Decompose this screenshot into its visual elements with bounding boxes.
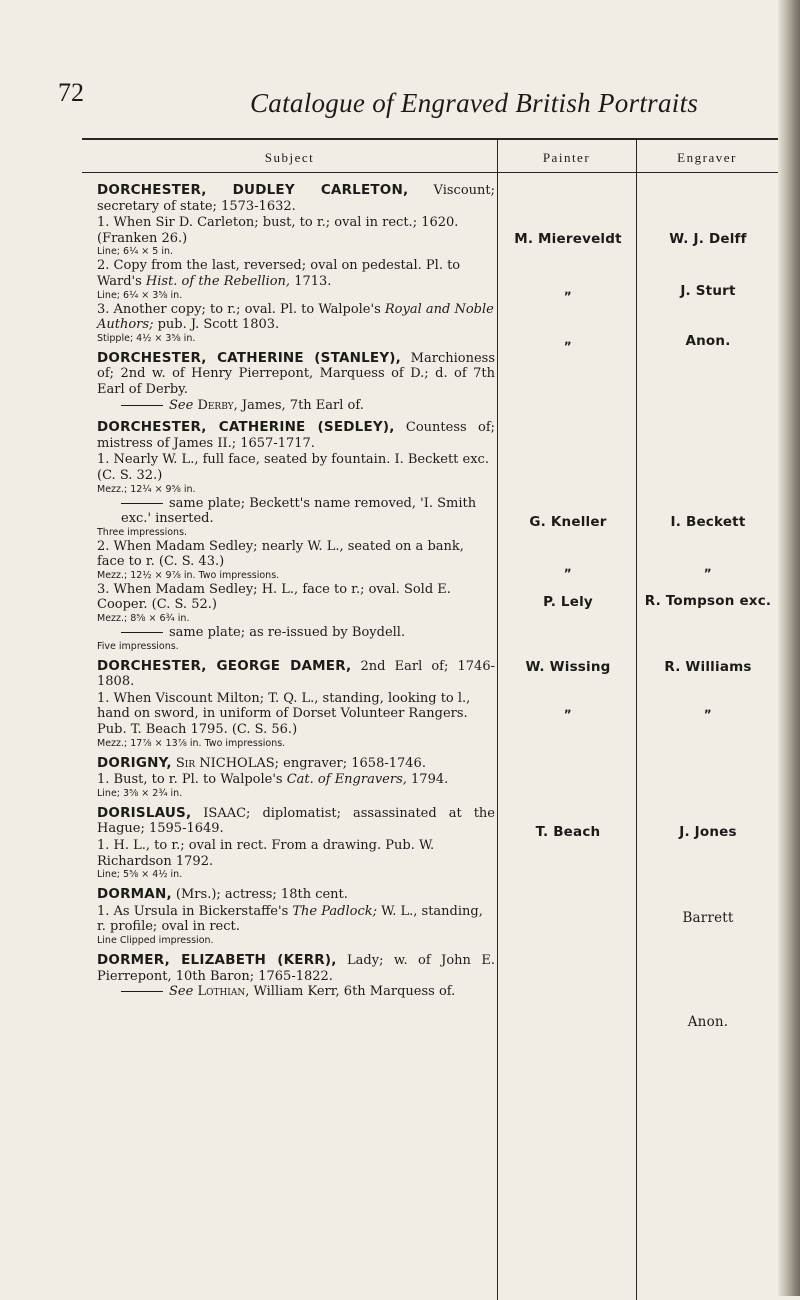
item-text: 1. Bust, to r. Pl. to Walpole's — [97, 772, 287, 788]
item-text: 3. Another copy; to r.; oval. Pl. to Walpole's — [97, 301, 385, 317]
portrait-item — [97, 539, 495, 581]
entry-heading — [97, 351, 495, 398]
engraver-cell: Anon. — [685, 333, 731, 349]
sitter-name: DORISLAUS, — [97, 804, 192, 821]
painter-cell: M. Miereveldt — [514, 231, 622, 247]
item-description: 2. When Madam Sedley; nearly W. L., seated on a bank, face to r. (C. S. 43.) — [97, 538, 464, 570]
column-header-painter: Painter — [542, 150, 591, 165]
item-text: 2. Copy from the last, reversed; oval on pedestal. Pl. to Ward's — [97, 258, 461, 289]
item-description — [97, 772, 495, 788]
entry-heading — [97, 183, 495, 214]
item-text: 1794. — [406, 772, 449, 788]
sitter-description: Viscount; secretary of state; 1573-1632. — [97, 183, 495, 214]
portrait-item — [97, 302, 495, 344]
catalogue-entry — [97, 420, 495, 652]
engraver-cell: R. Williams — [664, 659, 752, 675]
painter-cell: „ — [563, 333, 573, 347]
entry-heading — [97, 887, 495, 903]
see-rest: James, 7th Earl of. — [237, 397, 364, 413]
sitter-name: DORCHESTER, DUDLEY CARLETON, — [97, 182, 409, 198]
item-description: 1. When Sir D. Carleton; bust, to r.; oval in rect.; 1620. (Franken 26.) — [97, 215, 459, 246]
item-description — [97, 258, 495, 289]
item-description — [97, 625, 495, 641]
sitter-name: DORIGNY, — [97, 754, 172, 771]
sitter-description: 2nd Earl of; 1746-1808. — [97, 658, 495, 690]
sitter-name: DORCHESTER, CATHERINE (STANLEY), — [97, 349, 401, 366]
column-header-subject: Subject — [264, 150, 315, 165]
page-number: 72 — [58, 78, 84, 107]
engraver-cell: R. Tompson exc. — [644, 593, 772, 609]
see-name: Derby, — [197, 397, 238, 413]
item-spec: Five impressions. — [97, 640, 179, 652]
item-description: 1. Nearly W. L., full face, seated by fountain. I. Beckett exc. (C. S. 32.) — [97, 452, 489, 483]
catalogue-entry — [97, 183, 495, 344]
item-spec: Mezz.; 12¼ × 9⅝ in. — [97, 483, 196, 495]
see-word: See — [169, 397, 194, 413]
item-description — [97, 904, 495, 935]
column-divider-subject-painter — [497, 140, 498, 1300]
catalogue-entry — [97, 659, 495, 749]
catalogue-entry — [97, 887, 495, 946]
item-spec: Line Clipped impression. — [97, 934, 214, 946]
item-text: same plate; as re-issued by Boydell. — [169, 625, 406, 641]
entry-heading — [97, 420, 495, 451]
engraver-cell: W. J. Delff — [669, 231, 747, 247]
see-rest: William Kerr, 6th Marquess of. — [249, 984, 456, 1000]
painter-cell: P. Lely — [543, 594, 593, 610]
painter-cell: T. Beach — [535, 824, 601, 840]
engraver-cell: „ — [703, 560, 713, 574]
ditto-dash — [121, 405, 163, 406]
item-title-italic: Royal and Noble Authors; — [97, 301, 494, 333]
engraver-cell: J. Sturt — [680, 283, 736, 299]
item-spec: Stipple; 4½ × 3⅝ in. — [97, 332, 196, 344]
sitter-title: Sir — [171, 755, 196, 771]
item-text: pub. J. Scott 1803. — [153, 317, 280, 333]
item-title-italic: Cat. of Engravers, — [286, 772, 407, 788]
portrait-item — [97, 215, 495, 257]
portrait-item — [97, 625, 495, 652]
painter-cell: „ — [563, 560, 573, 574]
engraver-cell: „ — [703, 701, 713, 715]
table-top-rule — [82, 138, 778, 140]
entry-heading — [97, 756, 495, 772]
portrait-item — [97, 496, 495, 538]
portrait-item — [97, 452, 495, 494]
portrait-item — [97, 772, 495, 799]
sitter-name: DORCHESTER, GEORGE DAMER, — [97, 657, 352, 674]
item-spec: Line; 6¼ × 5 in. — [97, 246, 174, 258]
item-text: W. L., standing, r. profile; oval in rect. — [97, 903, 483, 935]
catalogue-entry — [97, 806, 495, 880]
sitter-description: Lady; w. of John E. Pierrepont, 10th Baron; 1765-1822. — [97, 952, 495, 984]
entry-heading — [97, 806, 495, 837]
engraver-cell: I. Beckett — [670, 514, 746, 530]
subject-column — [97, 183, 495, 1007]
sitter-description: Countess of; mistress of James II.; 1657-1717. — [97, 420, 496, 451]
item-title-italic: The Padlock; — [292, 903, 378, 919]
see-word: See — [169, 984, 194, 1000]
column-header-engraver: Engraver — [677, 150, 737, 165]
item-spec: Mezz.; 12½ × 9⅞ in. Two impressions. — [97, 569, 280, 581]
painter-cell: G. Kneller — [529, 514, 607, 530]
cross-reference — [97, 398, 495, 414]
column-divider-painter-engraver — [636, 140, 637, 1300]
item-description: 3. When Madam Sedley; H. L., face to r.; oval. Sold E. Cooper. (C. S. 52.) — [97, 581, 451, 613]
item-text: 1. As Ursula in Bickerstaffe's — [97, 903, 293, 919]
item-text: 1713. — [290, 273, 332, 289]
portrait-item — [97, 904, 495, 946]
sitter-description: ISAAC; diplomatist; assassinated at the Hague; 1595-1649. — [97, 805, 495, 837]
portrait-item — [97, 691, 495, 749]
item-description — [97, 496, 495, 527]
item-spec: Line; 6¼ × 3⅝ in. — [97, 289, 183, 301]
portrait-item — [97, 838, 495, 880]
item-spec: Mezz.; 8⅝ × 6¾ in. — [97, 613, 190, 625]
entry-heading — [97, 659, 495, 690]
ditto-dash — [121, 632, 163, 633]
sitter-description: NICHOLAS; engraver; 1658-1746. — [195, 755, 426, 771]
sitter-name: DORCHESTER, CATHERINE (SEDLEY), — [97, 419, 395, 436]
catalogue-entry — [97, 351, 495, 413]
running-title: Catalogue of Engraved British Portraits — [250, 88, 699, 118]
item-spec: Mezz.; 17⅞ × 13⅞ in. Two impressions. — [97, 737, 286, 749]
entry-heading — [97, 953, 495, 984]
item-description: 1. When Viscount Milton; T. Q. L., standing, looking to l., hand on sword, in uniform of Dorset Volunteer Rangers. Pub. T. Beach 1795. (C. S. 56.) — [97, 690, 471, 738]
sitter-name: DORMAN, — [97, 886, 172, 903]
ditto-dash — [121, 503, 163, 504]
item-spec: Line; 3⅝ × 2¾ in. — [97, 787, 183, 799]
header-rule — [82, 172, 778, 173]
cross-reference — [97, 984, 495, 1000]
ditto-dash — [121, 991, 163, 992]
painter-cell: „ — [563, 701, 573, 715]
catalogue-entry — [97, 953, 495, 1000]
item-description: 1. H. L., to r.; oval in rect. From a drawing. Pub. W. Richardson 1792. — [97, 838, 435, 869]
see-name: Lothian, — [197, 984, 250, 1000]
portrait-item — [97, 258, 495, 300]
item-spec: Line; 5⅝ × 4½ in. — [97, 869, 183, 881]
engraver-cell: Barrett — [682, 910, 734, 926]
item-title-italic: Hist. of the Rebellion, — [145, 273, 291, 289]
page-edge-shadow — [778, 0, 800, 1296]
sitter-description: (Mrs.); actress; 18th cent. — [171, 887, 348, 903]
engraver-cell: J. Jones — [679, 824, 737, 840]
sitter-name: DORMER, ELIZABETH (KERR), — [97, 951, 337, 968]
painter-cell: „ — [563, 283, 573, 297]
portrait-item — [97, 582, 495, 624]
item-text: same plate; Beckett's name removed, 'I. Smith exc.' inserted. — [121, 495, 477, 527]
sitter-description: Marchioness of; 2nd w. of Henry Pierrepont, Marquess of D.; d. of 7th Earl of Derby. — [97, 350, 495, 397]
item-description — [97, 302, 495, 333]
engraver-cell: Anon. — [687, 1014, 729, 1030]
catalogue-entry — [97, 756, 495, 799]
painter-cell: W. Wissing — [525, 659, 611, 675]
item-spec: Three impressions. — [97, 526, 188, 538]
